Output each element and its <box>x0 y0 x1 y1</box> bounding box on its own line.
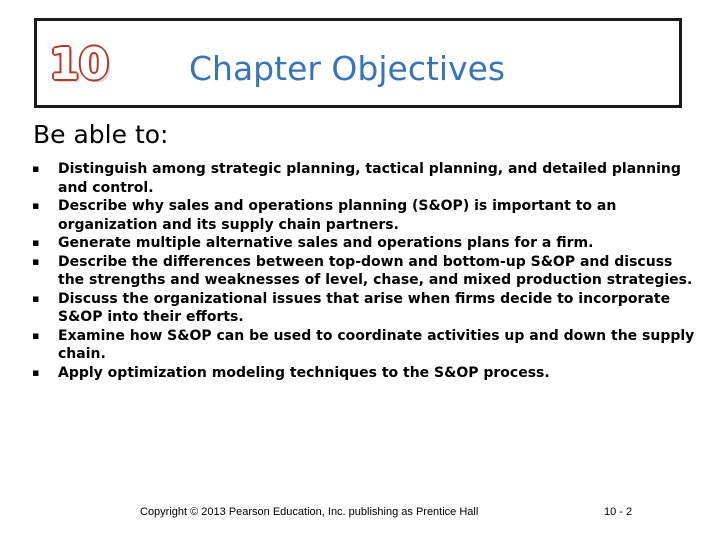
chapter-number: 10 <box>49 39 109 90</box>
square-bullet-icon: ▪ <box>32 291 40 305</box>
square-bullet-icon: ▪ <box>32 328 40 342</box>
list-item <box>32 234 696 253</box>
footer-copyright: Copyright © 2013 Pearson Education, Inc. publishing as Prentice Hall <box>140 506 479 518</box>
page-number: 10 - 2 <box>604 506 633 518</box>
list-item-text: Distinguish among strategic planning, tactical planning, and detailed planning and control. <box>58 161 681 196</box>
slide-title: Chapter Objectives <box>189 49 506 88</box>
list-item <box>32 160 696 197</box>
list-item <box>32 364 696 383</box>
list-item-text: Apply optimization modeling techniques to the S&OP process. <box>58 364 550 381</box>
list-item <box>32 290 696 327</box>
list-item-text: Examine how S&OP can be used to coordinate activities up and down the supply chain. <box>58 327 695 362</box>
list-item-text: Describe why sales and operations planning (S&OP) is important to an organization and its supply chain partners. <box>58 198 617 233</box>
square-bullet-icon: ▪ <box>32 199 40 212</box>
header-box <box>34 18 682 108</box>
objectives-list <box>32 160 696 382</box>
square-bullet-icon: ▪ <box>32 365 40 379</box>
list-item <box>32 253 696 290</box>
list-item-text: Discuss the organizational issues that arise when firms decide to incorporate S&OP into their efforts. <box>58 290 671 325</box>
list-item-text: Generate multiple alternative sales and operations plans for a firm. <box>58 235 594 251</box>
square-bullet-icon: ▪ <box>32 162 40 175</box>
square-bullet-icon: ▪ <box>32 236 40 249</box>
intro-heading: Be able to: <box>33 120 169 149</box>
list-item-text: Describe the differences between top-down and bottom-up S&OP and discuss the strengths and weaknesses of level, chase, and mixed production strategies. <box>58 253 693 288</box>
list-item <box>32 327 696 364</box>
list-item <box>32 197 696 234</box>
square-bullet-icon: ▪ <box>32 254 40 268</box>
